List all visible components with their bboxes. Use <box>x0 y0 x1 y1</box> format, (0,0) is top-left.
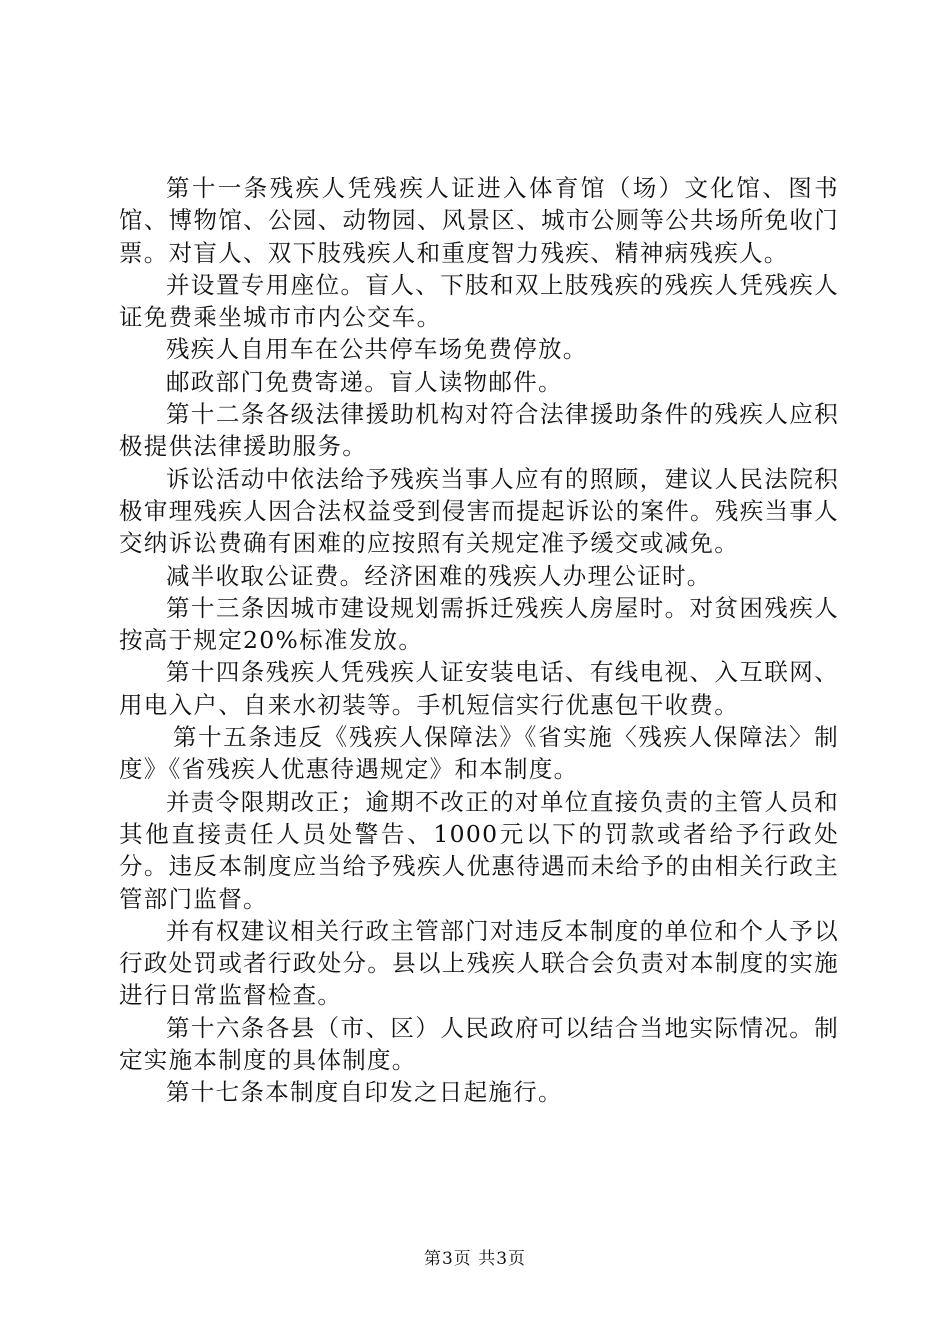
paragraph-litigation: 诉讼活动中依法给予残疾当事人应有的照顾，建议人民法院积极审理残疾人因合法权益受到侵害而提起诉讼的案件。残疾当事人交纳诉讼费确有困难的应按照有关规定准予缓交或减免。 <box>119 464 839 558</box>
paragraph-article-13: 第十三条因城市建设规划需拆迁残疾人房屋时。对贫困残疾人按高于规定20%标准发放。 <box>119 593 839 655</box>
paragraph-article-11: 第十一条残疾人凭残疾人证进入体育馆（场）文化馆、图书馆、博物馆、公园、动物园、风景区、城市公厕等公共场所免收门票。对盲人、双下肢残疾人和重度智力残疾、精神病残疾人。 <box>119 174 839 267</box>
paragraph-notary-fees: 减半收取公证费。经济困难的残疾人办理公证时。 <box>166 561 712 590</box>
paragraph-postal-delivery: 邮政部门免费寄递。盲人读物邮件。 <box>166 367 563 396</box>
paragraph-article-14: 第十四条残疾人凭残疾人证安装电话、有线电视、入互联网、用电入户、自来水初装等。手机短信实行优惠包干收费。 <box>119 658 839 719</box>
paragraph-supervision: 并有权建议相关行政主管部门对违反本制度的单位和个人予以行政处罚或者行政处分。县以上残疾人联合会负责对本制度的实施进行日常监督检查。 <box>119 916 839 1010</box>
paragraph-article-16: 第十六条各县（市、区）人民政府可以结合当地实际情况。制定实施本制度的具体制度。 <box>119 1013 839 1075</box>
paragraph-article-15: 第十五条违反《残疾人保障法》《省实施〈残疾人保障法〉制度》《省残疾人优惠待遇规定》和本制度。 <box>119 723 839 784</box>
paragraph-free-parking: 残疾人自用车在公共停车场免费停放。 <box>166 335 588 364</box>
paragraph-article-17: 第十七条本制度自印发之日起施行。 <box>166 1078 563 1107</box>
document-body <box>119 172 839 1109</box>
page-number-footer: 第3页 共3页 <box>423 1249 527 1269</box>
paragraph-reserved-seats: 并设置专用座位。盲人、下肢和双上肢残疾的残疾人凭残疾人证免费乘坐城市市内公交车。 <box>119 270 839 332</box>
paragraph-penalties: 并责令限期改正；逾期不改正的对单位直接负责的主管人员和其他直接责任人员处警告、1000元以下的罚款或者给予行政处分。违反本制度应当给予残疾人优惠待遇而未给予的由相关行政主管部门监督。 <box>119 787 839 913</box>
paragraph-article-12: 第十二条各级法律援助机构对符合法律援助条件的残疾人应积极提供法律援助服务。 <box>119 400 839 461</box>
